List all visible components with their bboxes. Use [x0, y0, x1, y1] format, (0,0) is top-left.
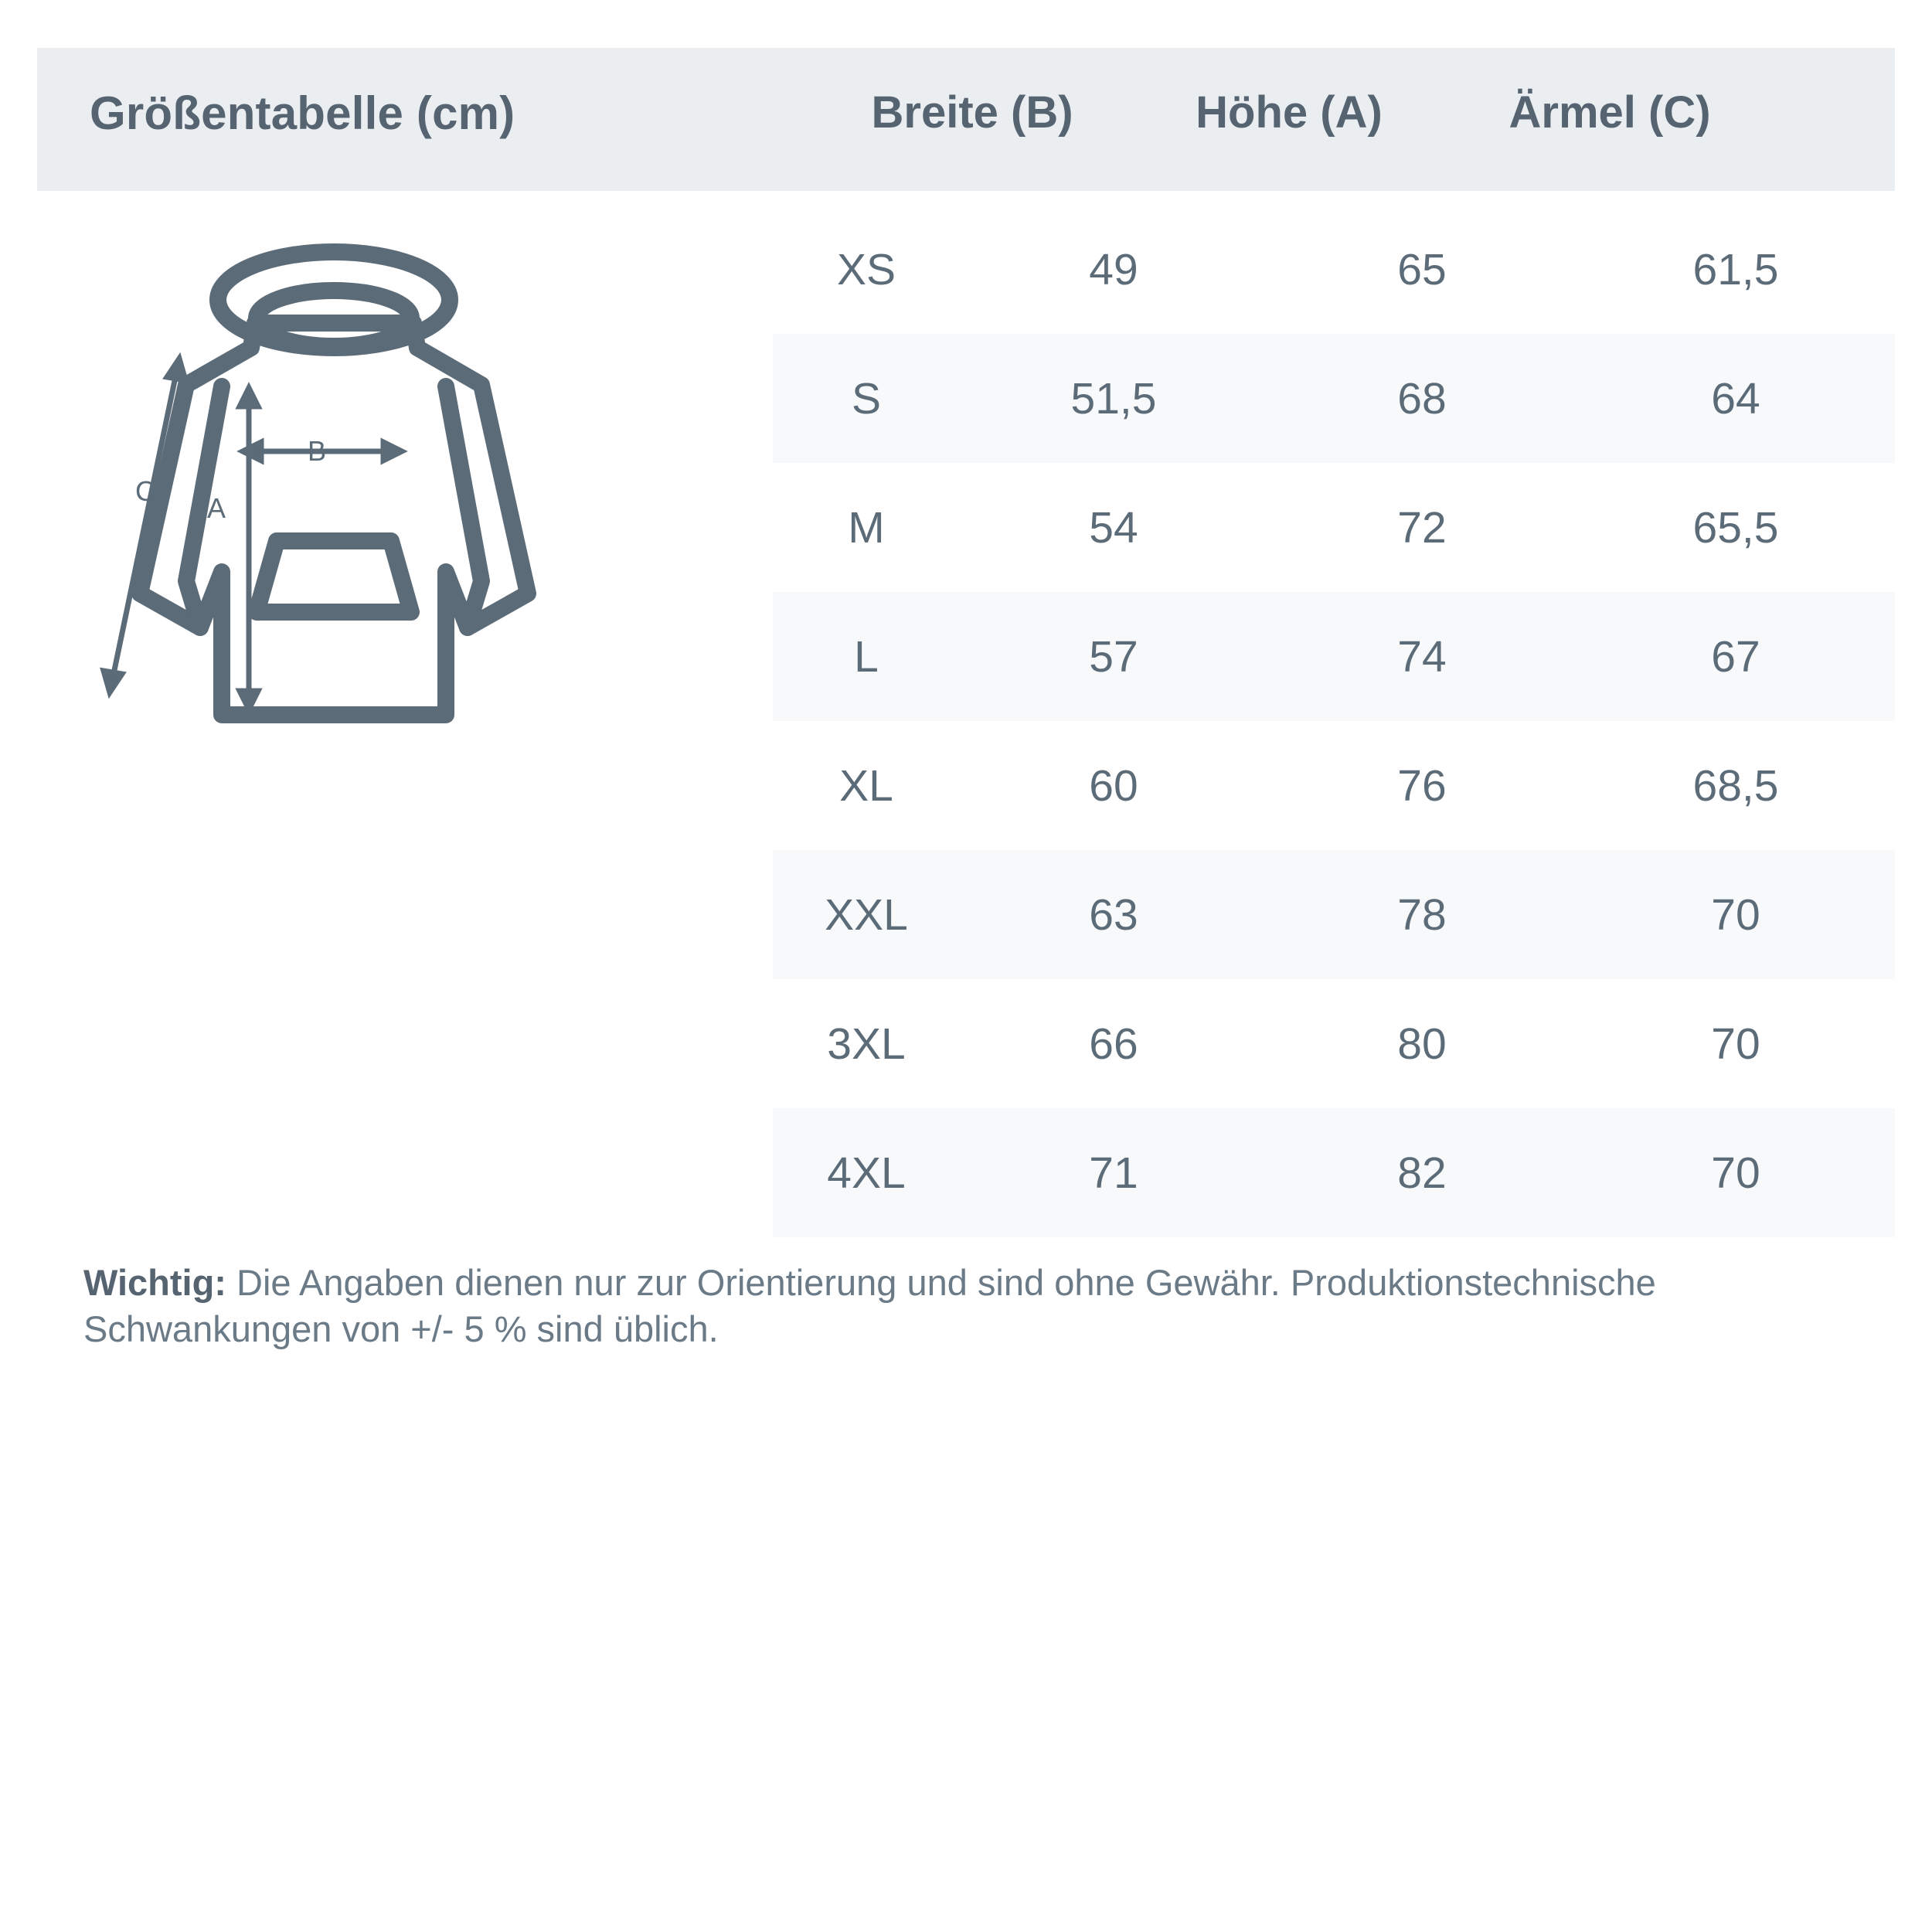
cell-size: S — [851, 373, 882, 423]
cell-height: 65 — [1397, 244, 1447, 294]
cell-height: 80 — [1397, 1019, 1447, 1069]
column-header-width: Breite (B) — [871, 87, 1073, 138]
disclaimer-text: Die Angaben dienen nur zur Orientierung und sind ohne Gewähr. Produktionstechnische Schwankungen von +/- 5 % sind üblich. — [83, 1262, 1656, 1350]
label-width-B: B — [307, 435, 327, 467]
label-height-A: A — [206, 492, 226, 524]
cell-width: 71 — [1089, 1148, 1138, 1198]
cell-size: XS — [836, 244, 896, 294]
cell-size: 3XL — [827, 1019, 906, 1069]
cell-height: 76 — [1397, 760, 1447, 811]
cell-width: 57 — [1089, 631, 1138, 682]
cell-height: 74 — [1397, 631, 1447, 682]
table-row — [773, 334, 1895, 463]
table-row — [773, 979, 1895, 1108]
cell-sleeve: 68,5 — [1692, 760, 1779, 811]
label-sleeve-C: C — [135, 475, 155, 507]
hoodie-measurement-diagram — [62, 232, 757, 788]
cell-width: 60 — [1089, 760, 1138, 811]
cell-sleeve: 70 — [1711, 889, 1760, 940]
cell-sleeve: 67 — [1711, 631, 1760, 682]
column-headers — [810, 87, 1884, 138]
cell-sleeve: 65,5 — [1692, 502, 1779, 553]
column-header-height: Höhe (A) — [1196, 87, 1383, 138]
cell-width: 54 — [1089, 502, 1138, 553]
table-row — [773, 205, 1895, 334]
column-header-sleeve: Ärmel (C) — [1509, 87, 1711, 138]
cell-size: M — [848, 502, 885, 553]
cell-size: 4XL — [827, 1148, 906, 1198]
cell-height: 68 — [1397, 373, 1447, 423]
table-header-band — [37, 48, 1895, 191]
disclaimer-lead: Wichtig: — [83, 1262, 226, 1303]
table-row — [773, 592, 1895, 721]
cell-height: 82 — [1397, 1148, 1447, 1198]
cell-width: 66 — [1089, 1019, 1138, 1069]
cell-sleeve: 61,5 — [1692, 244, 1779, 294]
table-row — [773, 721, 1895, 850]
table-row — [773, 1108, 1895, 1237]
disclaimer-note — [83, 1260, 1853, 1352]
size-table — [773, 205, 1895, 1237]
cell-sleeve: 64 — [1711, 373, 1760, 423]
cell-width: 49 — [1089, 244, 1138, 294]
table-row — [773, 463, 1895, 592]
cell-height: 72 — [1397, 502, 1447, 553]
table-row — [773, 850, 1895, 979]
cell-size: L — [854, 631, 879, 682]
cell-sleeve: 70 — [1711, 1148, 1760, 1198]
cell-size: XXL — [825, 889, 908, 940]
cell-width: 63 — [1089, 889, 1138, 940]
cell-sleeve: 70 — [1711, 1019, 1760, 1069]
page-title: Größentabelle (cm) — [90, 87, 515, 139]
cell-size: XL — [839, 760, 893, 811]
cell-width: 51,5 — [1070, 373, 1157, 423]
cell-height: 78 — [1397, 889, 1447, 940]
